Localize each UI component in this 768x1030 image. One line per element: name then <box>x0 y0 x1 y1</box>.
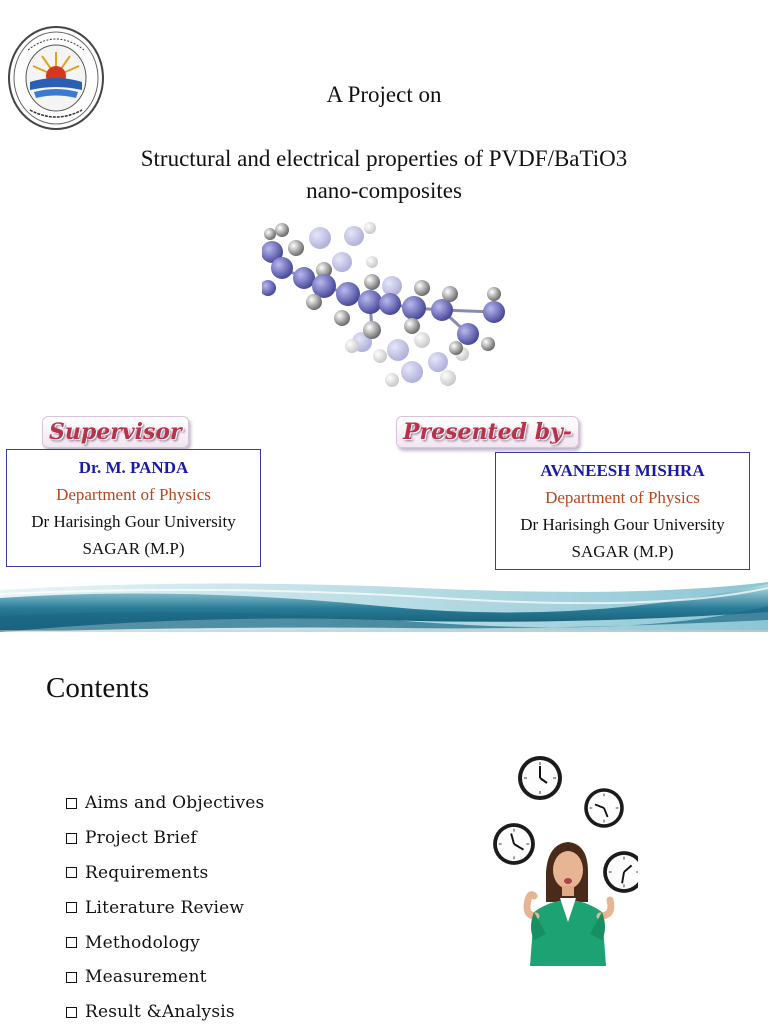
title-line-2: Structural and electrical properties of PVDF/BaTiO3 <box>140 146 628 171</box>
checkbox-bullet-icon <box>66 972 77 983</box>
checkbox-bullet-icon <box>66 798 77 809</box>
decorative-wave-band <box>0 576 768 632</box>
supervisor-name: Dr. M. PANDA <box>78 458 189 477</box>
university-seal-icon <box>6 24 106 132</box>
checkbox-bullet-icon <box>66 902 77 913</box>
list-item: Aims and Objectives <box>66 786 264 821</box>
presenter-heading: Presented by- <box>396 416 579 448</box>
supervisor-city: SAGAR (M.P) <box>82 539 185 558</box>
checkbox-bullet-icon <box>66 867 77 878</box>
supervisor-university: Dr Harisingh Gour University <box>31 512 236 531</box>
presenter-university: Dr Harisingh Gour University <box>520 515 725 534</box>
supervisor-department: Department of Physics <box>56 485 211 504</box>
list-item: Result &Analysis <box>66 995 264 1030</box>
list-item: Measurement <box>66 960 264 995</box>
supervisor-box <box>6 449 261 567</box>
presenter-name: AVANEESH MISHRA <box>540 461 705 480</box>
checkbox-bullet-icon <box>66 937 77 948</box>
presenter-department: Department of Physics <box>545 488 700 507</box>
list-item: Methodology <box>66 925 264 960</box>
presenter-city: SAGAR (M.P) <box>571 542 674 561</box>
list-item: Literature Review <box>66 890 264 925</box>
molecule-image <box>262 222 508 392</box>
checkbox-bullet-icon <box>66 833 77 844</box>
title-line-3: nano-composites <box>306 178 462 203</box>
checkbox-bullet-icon <box>66 1007 77 1018</box>
list-item: Requirements <box>66 856 264 891</box>
contents-list <box>66 786 264 1030</box>
contents-title: Contents <box>46 672 150 704</box>
presenter-box <box>495 452 750 570</box>
woman-juggling-clocks-image <box>488 752 638 972</box>
list-item: Project Brief <box>66 821 264 856</box>
supervisor-heading: Supervisor <box>42 416 189 448</box>
title-line-1: A Project on <box>326 82 442 107</box>
